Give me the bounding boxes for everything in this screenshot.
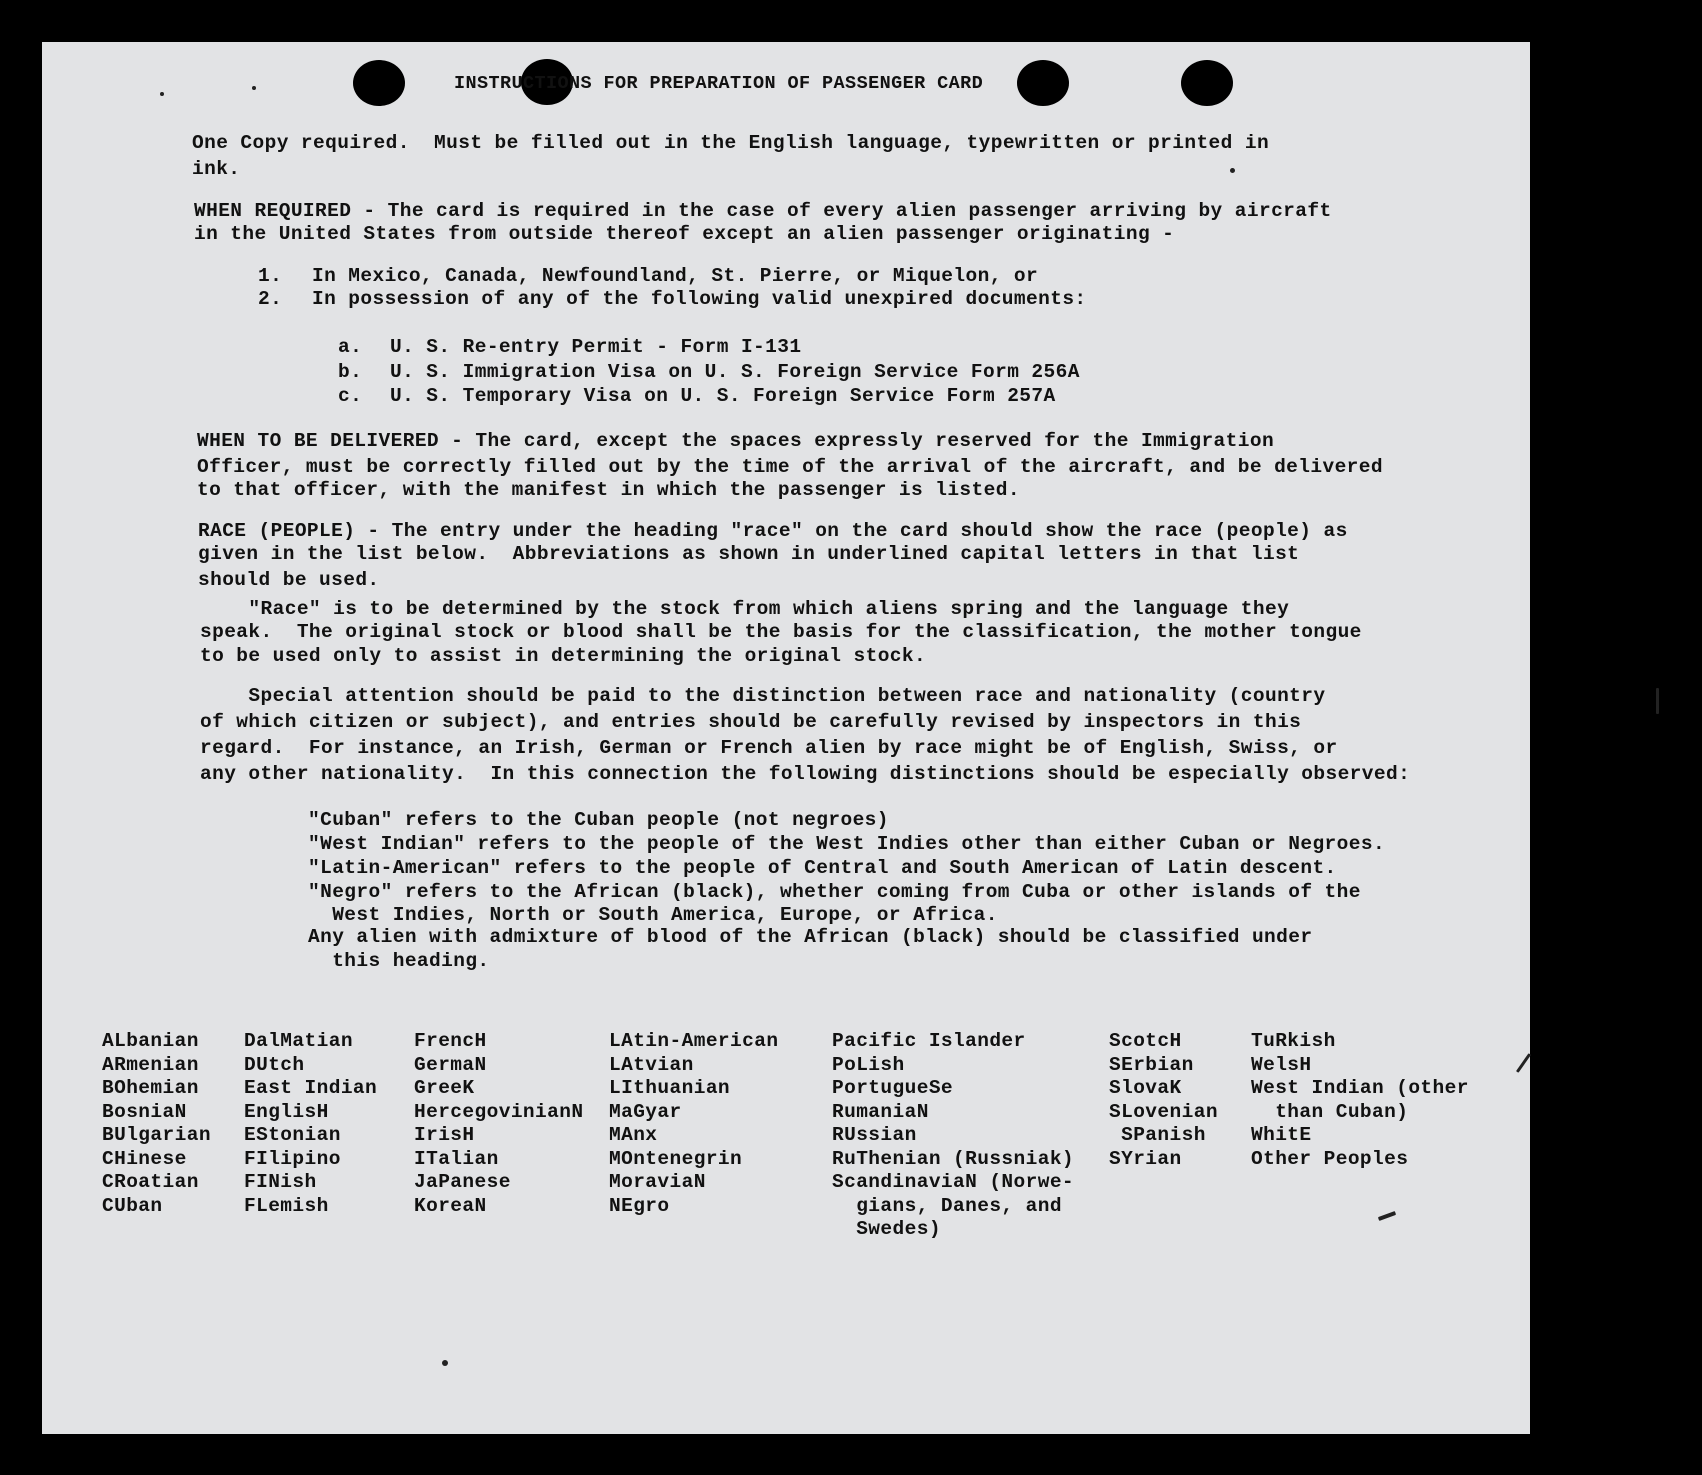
race-entry: FINish	[244, 1171, 317, 1193]
intro-line: One Copy required. Must be filled out in the English language, typewritten or printed in	[192, 132, 1270, 154]
race-entry: WhitE	[1251, 1124, 1312, 1146]
race-entry: RumaniaN	[832, 1100, 929, 1123]
race-entry: than Cuban)	[1251, 1100, 1409, 1123]
distinction-line: "Latin-American" refers to the people of Central and South American of Latin descent.	[308, 857, 1337, 879]
race-entry: gians, Danes, and	[832, 1194, 1062, 1217]
race-entry: LAtvian	[609, 1053, 694, 1076]
race-entry: FLemish	[244, 1194, 329, 1217]
race-entry: East Indian	[244, 1077, 378, 1099]
race-entry: PortugueSe	[832, 1077, 954, 1099]
race-entry: GreeK	[414, 1077, 475, 1099]
distinction-line: "Negro" refers to the African (black), whether coming from Cuba or other islands of the	[308, 881, 1361, 903]
race-entry: BosniaN	[102, 1100, 187, 1123]
race-entry: JaPanese	[414, 1171, 511, 1193]
race-entry: EnglisH	[244, 1100, 329, 1123]
special-attention-line: any other nationality. In this connection the following distinctions should be especially observed:	[200, 763, 1411, 785]
when-required-line: WHEN REQUIRED - The card is required in the case of every alien passenger arriving by aircraft	[194, 200, 1332, 222]
subitem-text: U. S. Re-entry Permit - Form I-131	[390, 336, 802, 358]
subitem-letter: c.	[338, 385, 363, 407]
race-entry: DUtch	[244, 1053, 305, 1076]
race-entry: SPanish	[1109, 1124, 1206, 1146]
page-title: INSTRUCTIONS FOR PREPARATION OF PASSENGER CARD	[454, 73, 984, 94]
race-entry: MAnx	[609, 1124, 658, 1146]
item-number: 2.	[258, 288, 283, 310]
when-delivered-line: Officer, must be correctly filled out by the time of the arrival of the aircraft, and be delivered	[197, 456, 1383, 478]
race-entry: FrencH	[414, 1030, 487, 1052]
distinction-line: West Indies, North or South America, Europe, or Africa.	[308, 904, 998, 926]
race-entry: CUban	[102, 1194, 163, 1217]
race-entry: ScotcH	[1109, 1030, 1182, 1052]
scan-speck	[1656, 688, 1659, 714]
subitem-letter: a.	[338, 336, 363, 358]
distinction-line: "West Indian" refers to the people of the West Indies other than either Cuban or Negroes.	[308, 833, 1386, 855]
when-required-line: in the United States from outside thereof except an alien passenger originating -	[194, 223, 1175, 245]
race-entry: PoLish	[832, 1053, 905, 1076]
distinction-line: this heading.	[308, 950, 490, 972]
race-entry: SErbian	[1109, 1053, 1194, 1076]
race-entry: CHinese	[102, 1147, 187, 1170]
subitem-text: U. S. Immigration Visa on U. S. Foreign Service Form 256A	[390, 361, 1080, 383]
race-entry: RUssian	[832, 1124, 917, 1146]
race-entry: Other Peoples	[1251, 1147, 1409, 1170]
race-entry: SYrian	[1109, 1147, 1182, 1170]
race-entry: MOntenegrin	[609, 1147, 743, 1170]
race-entry: ALbanian	[102, 1030, 199, 1052]
scan-speck	[1230, 168, 1235, 173]
race-entry: BUlgarian	[102, 1124, 211, 1146]
race-entry: MoraviaN	[609, 1171, 706, 1193]
race-entry: West Indian (other	[1251, 1077, 1469, 1099]
when-delivered-line: to that officer, with the manifest in which the passenger is listed.	[197, 479, 1020, 501]
item-text: In Mexico, Canada, Newfoundland, St. Pierre, or Miquelon, or	[312, 265, 1039, 287]
race-entry: IrisH	[414, 1124, 475, 1146]
race-entry: BOhemian	[102, 1077, 199, 1099]
special-attention-line: Special attention should be paid to the distinction between race and nationality (country	[200, 685, 1326, 707]
race-entry: LAtin-American	[609, 1030, 779, 1052]
race-entry: RuThenian (Russniak)	[832, 1147, 1075, 1170]
race-entry: SlovaK	[1109, 1077, 1182, 1099]
race-definition-line: speak. The original stock or blood shall be the basis for the classification, the mother tongue	[200, 621, 1362, 643]
race-entry: ScandinaviaN (Norwe-	[832, 1171, 1075, 1193]
race-entry: CRoatian	[102, 1171, 199, 1193]
special-attention-line: of which citizen or subject), and entries should be carefully revised by inspectors in this	[200, 711, 1302, 733]
when-delivered-line: WHEN TO BE DELIVERED - The card, except the spaces expressly reserved for the Immigration	[197, 430, 1275, 452]
race-entry: EStonian	[244, 1124, 341, 1146]
scan-speck	[442, 1360, 448, 1366]
race-entry: WelsH	[1251, 1053, 1312, 1076]
race-line: given in the list below. Abbreviations as shown in underlined capital letters in that list	[198, 543, 1300, 565]
race-entry: NEgro	[609, 1194, 670, 1217]
race-line: RACE (PEOPLE) - The entry under the heading "race" on the card should show the race (people) as	[198, 520, 1348, 542]
race-entry: SLovenian	[1109, 1100, 1218, 1123]
scan-speck	[160, 92, 164, 96]
race-entry: HercegovinianN	[414, 1100, 584, 1123]
scan-speck	[252, 86, 256, 90]
item-text: In possession of any of the following valid unexpired documents:	[312, 288, 1087, 310]
race-entry: ARmenian	[102, 1053, 199, 1076]
race-entry: TuRkish	[1251, 1030, 1336, 1052]
race-definition-line: "Race" is to be determined by the stock from which aliens spring and the language they	[200, 598, 1290, 620]
punch-hole	[1181, 60, 1233, 106]
race-entry: ITalian	[414, 1147, 499, 1170]
special-attention-line: regard. For instance, an Irish, German or French alien by race might be of English, Swiss, or	[200, 737, 1338, 759]
race-entry: MaGyar	[609, 1100, 682, 1123]
race-entry: FIlipino	[244, 1147, 341, 1170]
race-entry: Pacific Islander	[832, 1030, 1026, 1052]
race-entry: KoreaN	[414, 1194, 487, 1217]
item-number: 1.	[258, 265, 283, 287]
distinction-line: Any alien with admixture of blood of the African (black) should be classified under	[308, 926, 1313, 948]
intro-line: ink.	[192, 158, 241, 180]
race-line: should be used.	[198, 569, 380, 591]
subitem-letter: b.	[338, 361, 363, 383]
race-entry: DalMatian	[244, 1030, 353, 1052]
punch-hole	[1017, 60, 1069, 106]
subitem-text: U. S. Temporary Visa on U. S. Foreign Service Form 257A	[390, 385, 1056, 407]
race-definition-line: to be used only to assist in determining the original stock.	[200, 645, 927, 667]
distinction-line: "Cuban" refers to the Cuban people (not negroes)	[308, 809, 889, 831]
race-entry: GermaN	[414, 1053, 487, 1076]
race-entry: Swedes)	[832, 1218, 941, 1240]
race-entry: LIthuanian	[609, 1077, 731, 1099]
punch-hole	[353, 60, 405, 106]
